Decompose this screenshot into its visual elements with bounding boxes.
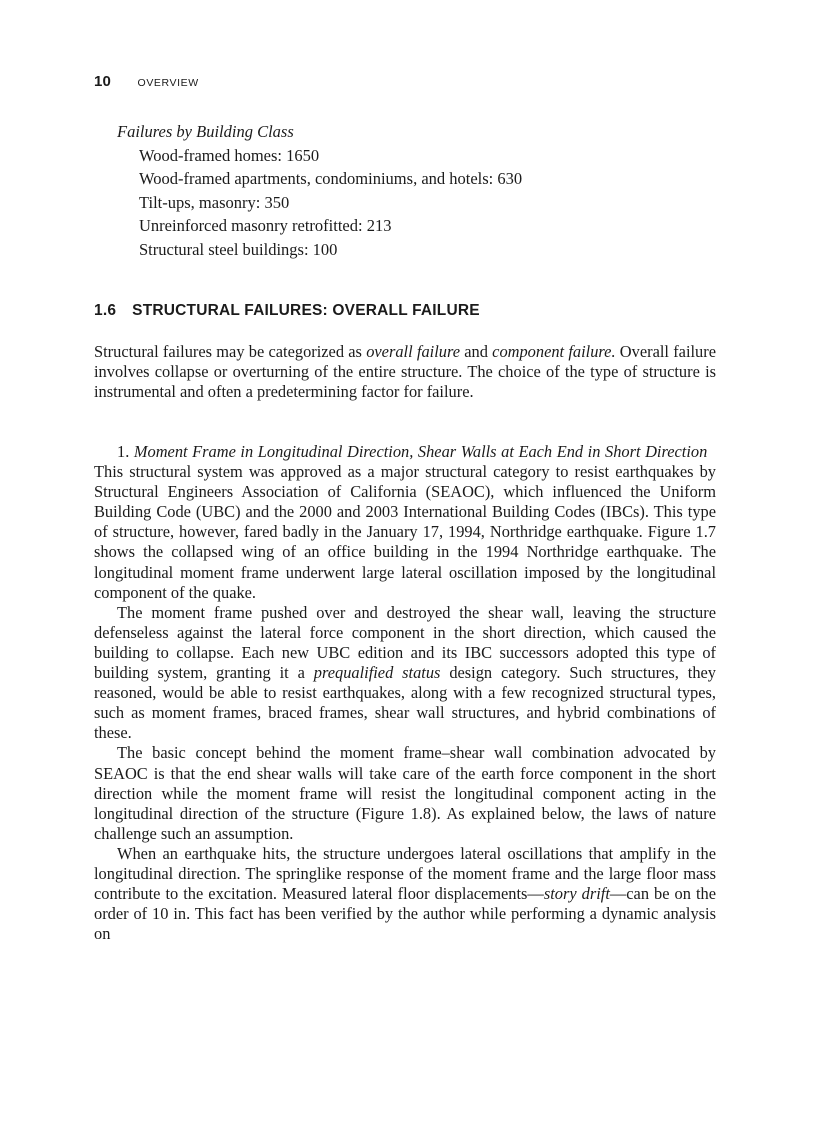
intro-text: and — [459, 342, 493, 361]
paragraph-text: —can be on the order of 10 in. This fact has been verified by the author while performing a dynamic analysis on — [94, 884, 716, 944]
paragraph-text: The moment frame pushed over and destroyed the shear wall, leaving the structure defenseless against the lateral force component in the short direction, which caused the building to collapse. Each new UBC edition and its IBC successors adopted this type of building system, granting it a — [94, 602, 716, 683]
running-head — [94, 73, 199, 91]
intro-term-overall-failure: overall failure — [366, 342, 460, 361]
intro-paragraph — [94, 342, 716, 402]
intro-term-component-failure: component failure. — [492, 342, 616, 361]
intro-text: Structural failures may be categorized as — [94, 342, 367, 361]
intro-text: Overall failure involves collapse or overturning of the entire structure. The choice of the type of structure is instrumental and often a predetermining factor for failure. — [94, 342, 716, 402]
section-heading — [94, 302, 480, 320]
failures-list-item: Wood-framed apartments, condominiums, and hotels: 630 — [139, 169, 523, 188]
term-prequalified-status: prequalified status — [313, 663, 441, 683]
failures-list-item: Structural steel buildings: 100 — [139, 239, 338, 259]
running-title: OVERVIEW — [137, 77, 199, 89]
item-1-heading: Moment Frame in Longitudinal Direction, Shear Walls at Each End in Short Direction — [133, 442, 708, 461]
earthquake-paragraph — [94, 844, 716, 944]
failures-by-building-class — [117, 120, 522, 261]
item-1-number: 1. — [117, 442, 130, 461]
section-number: 1.6 — [94, 302, 117, 319]
failures-list-title: Failures by Building Class — [117, 122, 294, 141]
item-1-text: This structural system was approved as a major structural category to resist earthquakes by Structural Engineers Association of California (SEAOC), which influenced the Uniform Building Code (UBC) and the 2000 and 2003 International Building Codes (IBCs). This type of structure, however, fared badly in the January 17, 1994, Northridge earthquake. Figure 1.7 shows the collapsed wing of an office building in the 1994 Northridge earthquake. The longitudinal moment frame underwent large lateral oscillation imposed by the longitudinal component of the quake. — [94, 462, 716, 602]
moment-frame-paragraph — [94, 603, 716, 744]
body-text — [94, 442, 716, 944]
failures-list-item: Tilt-ups, masonry: 350 — [139, 192, 290, 212]
page-number: 10 — [94, 73, 112, 90]
failures-list-item: Unreinforced masonry retrofitted: 213 — [139, 216, 392, 235]
concept-paragraph: The basic concept behind the moment frame–shear wall combination advocated by SEAOC is that the end shear walls will take care of the earth force component in the short direction while the moment frame will resist the longitudinal component acting in the longitudinal direction of the structure (Figure 1.8). As explained below, the laws of nature challenge such an assumption. — [94, 743, 716, 843]
term-story-drift: story drift — [543, 884, 610, 904]
paragraph-text: design category. Such structures, they reasoned, would be able to resist earthquakes, along with a few recognized structural types, such as moment frames, braced frames, shear wall structures, and hybrid combinations of these. — [94, 663, 716, 743]
item-1-paragraph — [94, 442, 716, 603]
section-title: STRUCTURAL FAILURES: OVERALL FAILURE — [132, 302, 480, 319]
failures-list-item: Wood-framed homes: 1650 — [139, 145, 320, 165]
paragraph-text: When an earthquake hits, the structure undergoes lateral oscillations that amplify in the longitudinal direction. The springlike response of the moment frame and the large floor mass contribute to the excitation. Measured lateral floor displacements— — [94, 843, 716, 904]
